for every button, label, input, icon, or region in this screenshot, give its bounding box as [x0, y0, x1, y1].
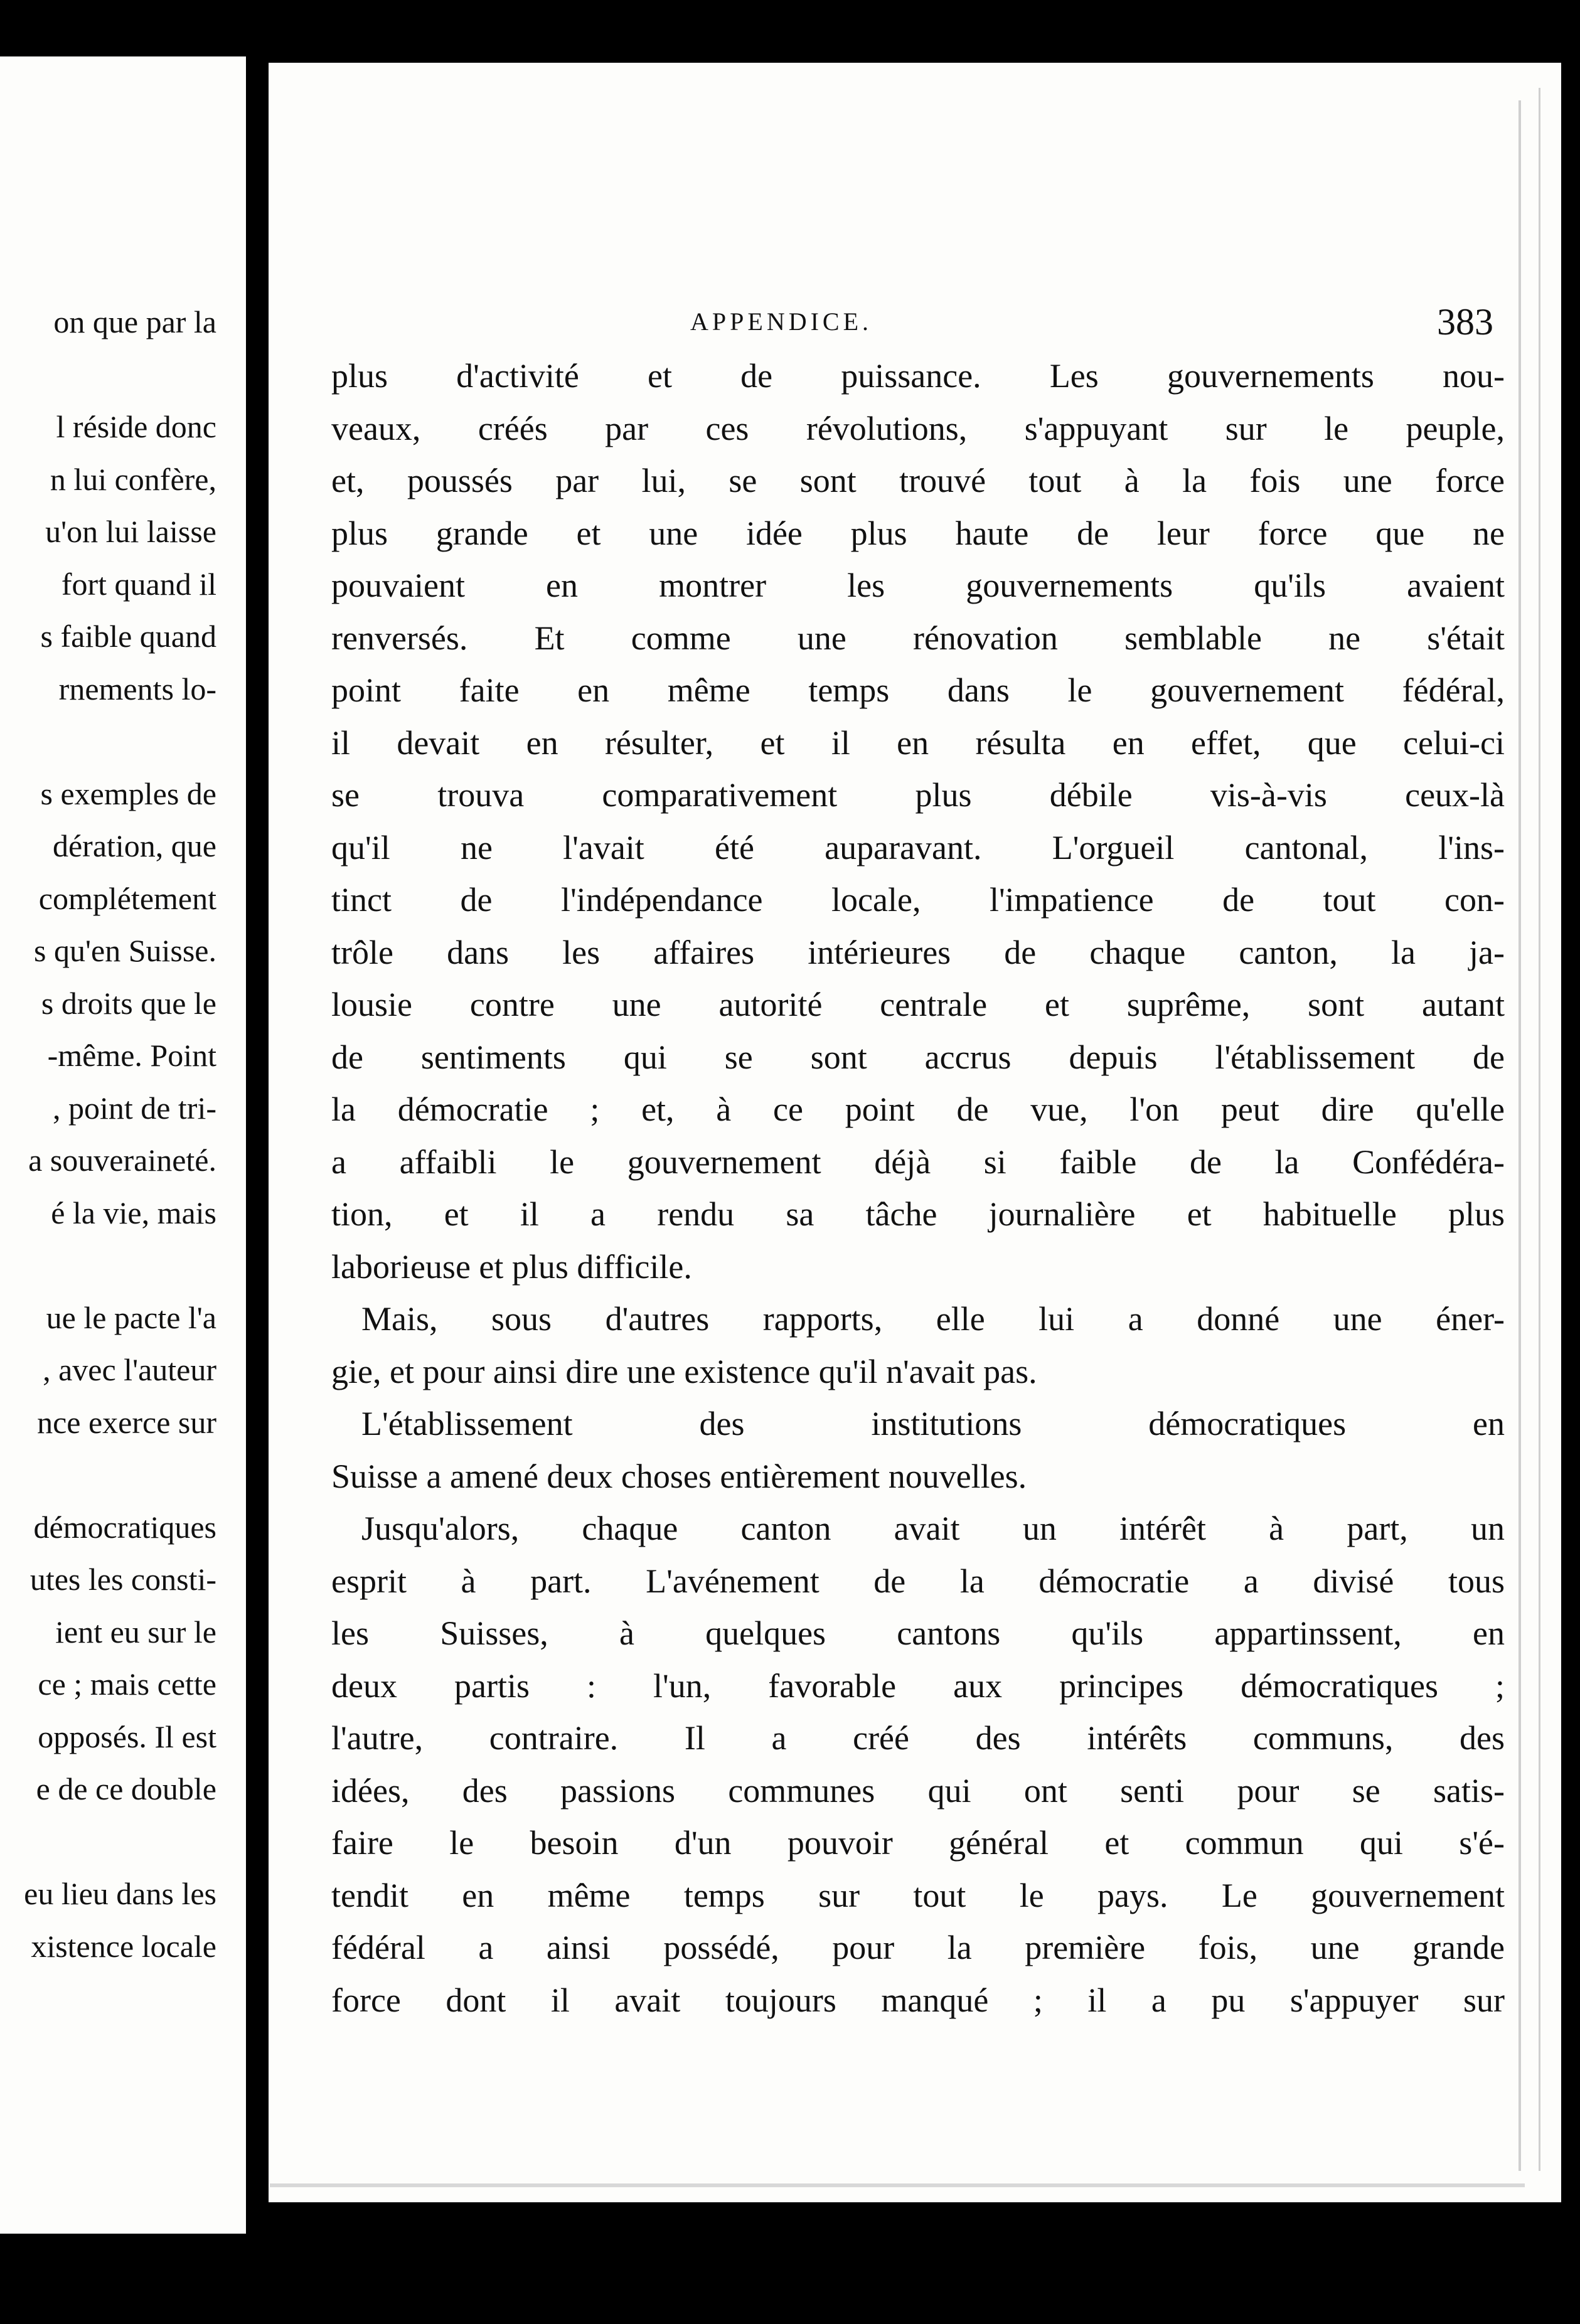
text-line: force dont il avait toujours manqué ; il a pu s'appuyer sur	[331, 1981, 1505, 2019]
left-text-line	[0, 1816, 216, 1868]
text-line: tendit en même temps sur tout le pays. Le gouvernement	[331, 1876, 1505, 1914]
left-text-line: ient eu sur le	[55, 1614, 216, 1650]
left-text-line: démocratiques	[33, 1509, 216, 1545]
text-line: faire le besoin d'un pouvoir général et commun qui s'é-	[331, 1824, 1505, 1862]
left-text-line	[0, 349, 216, 402]
page-number: 383	[1437, 301, 1493, 343]
left-text-line: s faible quand	[40, 619, 216, 654]
text-line: deux partis : l'un, favorable aux principes démocratiques ;	[331, 1666, 1505, 1705]
left-text-line: e de ce double	[36, 1771, 216, 1806]
left-text-line: , point de tri-	[52, 1090, 216, 1126]
text-line: il devait en résulter, et il en résulta en effet, que celui-ci	[331, 723, 1505, 762]
left-text-line: a souveraineté.	[28, 1143, 216, 1178]
left-text-line: xistence locale	[31, 1928, 216, 1964]
text-line: tion, et il a rendu sa tâche journalière et habituelle plus	[331, 1195, 1505, 1233]
left-text-line: opposés. Il est	[38, 1719, 216, 1754]
text-line: se trouva comparativement plus débile vis-à-vis ceux-là	[331, 776, 1505, 814]
text-line: les Suisses, à quelques cantons qu'ils appartinssent, en	[331, 1614, 1505, 1652]
left-text-line	[0, 715, 216, 768]
left-text-line: on que par la	[53, 304, 216, 339]
left-text-line: fort quand il	[61, 566, 216, 602]
left-text-line: dération, que	[52, 828, 216, 863]
text-line: l'autre, contraire. Il a créé des intérêts communs, des	[331, 1719, 1505, 1757]
left-text-line: s droits que le	[41, 985, 216, 1021]
text-line: lousie contre une autorité centrale et suprême, sont autant	[331, 986, 1505, 1023]
left-text-line: l réside donc	[56, 409, 216, 444]
text-line: gie, et pour ainsi dire une existence qu'il n'avait pas.	[331, 1352, 1037, 1390]
text-line: trôle dans les affaires intérieures de chaque canton, la ja-	[331, 933, 1505, 971]
left-text-line: s qu'en Suisse.	[34, 933, 216, 968]
page-bottom-edge	[270, 2183, 1525, 2187]
left-text-line: -même. Point	[47, 1038, 216, 1073]
page-header	[269, 300, 1561, 344]
text-line: plus d'activité et de puissance. Les gouvernements nou-	[331, 357, 1505, 395]
page-edge-line	[1519, 100, 1521, 2171]
text-line: qu'il ne l'avait été auparavant. L'orgueil cantonal, l'ins-	[331, 828, 1505, 866]
text-line: Suisse a amené deux choses entièrement nouvelles.	[331, 1457, 1027, 1495]
left-text-line: ce ; mais cette	[38, 1666, 216, 1702]
text-line: veaux, créés par ces révolutions, s'appuyant sur le peuple,	[331, 409, 1505, 447]
text-line: la démocratie ; et, à ce point de vue, l'on peut dire qu'elle	[331, 1090, 1505, 1128]
text-line: plus grande et une idée plus haute de leur force que ne	[331, 514, 1505, 552]
left-page-text	[0, 296, 216, 1973]
left-text-line: ue le pacte l'a	[46, 1299, 216, 1335]
left-text-line: complétement	[38, 880, 216, 916]
text-line: et, poussés par lui, se sont trouvé tout à la fois une force	[331, 462, 1505, 499]
left-text-line: rnements lo-	[58, 671, 216, 706]
text-line: point faite en même temps dans le gouvernement fédéral,	[331, 671, 1505, 709]
left-text-line: é la vie, mais	[51, 1195, 216, 1230]
text-line: esprit à part. L'avénement de la démocratie a divisé tous	[331, 1562, 1505, 1600]
right-page	[269, 63, 1561, 2202]
left-text-line: u'on lui laisse	[45, 514, 216, 549]
page-edge-line	[1539, 88, 1540, 2171]
left-text-line: nce exerce sur	[37, 1404, 216, 1440]
text-line: fédéral a ainsi possédé, pour la première fois, une grande	[331, 1929, 1505, 1966]
text-line: a affaibli le gouvernement déjà si faible de la Confédéra-	[331, 1143, 1505, 1181]
text-line: Mais, sous d'autres rapports, elle lui a donné une éner-	[361, 1300, 1505, 1338]
left-text-line: eu lieu dans les	[24, 1876, 216, 1911]
text-line: Jusqu'alors, chaque canton avait un intérêt à part, un	[361, 1510, 1505, 1547]
left-text-line: utes les consti-	[29, 1562, 216, 1597]
left-text-line: s exemples de	[40, 776, 216, 811]
text-line: renversés. Et comme une rénovation semblable ne s'était	[331, 619, 1505, 657]
left-text-line: n lui confère,	[50, 461, 216, 497]
text-line: L'établissement des institutions démocratiques en	[361, 1405, 1505, 1442]
left-page	[0, 56, 246, 2234]
text-line: pouvaient en montrer les gouvernements qu'ils avaient	[331, 567, 1505, 604]
running-title: APPENDICE.	[690, 307, 873, 336]
text-line: idées, des passions communes qui ont senti pour se satis-	[331, 1771, 1505, 1810]
text-line: tinct de l'indépendance locale, l'impatience de tout con-	[331, 881, 1505, 919]
text-line: de sentiments qui se sont accrus depuis l'établissement de	[331, 1038, 1505, 1076]
left-text-line	[0, 1449, 216, 1501]
left-text-line	[0, 1239, 216, 1292]
text-line: laborieuse et plus difficile.	[331, 1247, 692, 1286]
left-text-line: , avec l'auteur	[43, 1352, 216, 1387]
right-page-text	[331, 350, 1505, 2027]
